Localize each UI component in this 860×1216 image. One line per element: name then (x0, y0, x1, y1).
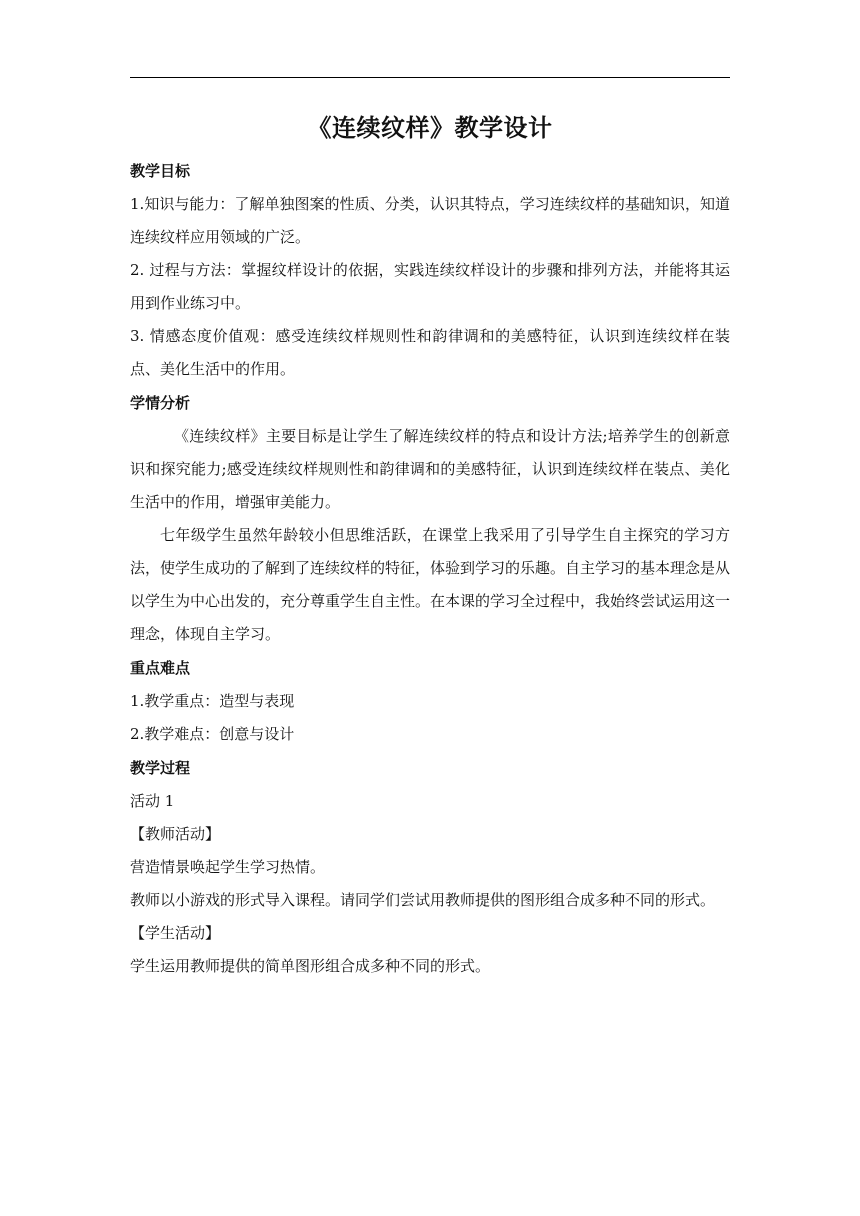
key-point-item: 2.教学难点：创意与设计 (130, 725, 295, 743)
analysis-paragraph: 《连续纹样》主要目标是让学生了解连续纹样的特点和设计方法;培养学生的创新意识和探究能力;感受连续纹样规则性和韵律调和的美感特征，认识到连续纹样在装点、美化生活中的作用，增强审美能力。 (130, 427, 730, 511)
section-process (130, 751, 730, 983)
goal-item: 2. 过程与方法：掌握纹样设计的依据，实践连续纹样设计的步骤和排列方法，并能将其运用到作业练习中。 (130, 261, 730, 312)
teacher-activity-label: 【教师活动】 (130, 825, 221, 843)
goal-item: 3. 情感态度价值观：感受连续纹样规则性和韵律调和的美感特征，认识到连续纹样在装点、美化生活中的作用。 (130, 327, 730, 378)
goal-item: 1.知识与能力：了解单独图案的性质、分类，认识其特点，学习连续纹样的基础知识，知道连续纹样应用领域的广泛。 (130, 195, 730, 246)
key-point-item: 1.教学重点：造型与表现 (130, 692, 295, 710)
teacher-activity-line: 营造情景唤起学生学习热情。 (130, 858, 326, 876)
student-activity-line: 学生运用教师提供的简单图形组合成多种不同的形式。 (130, 957, 491, 975)
header-rule (130, 77, 730, 78)
section-analysis (130, 386, 730, 651)
section-goals (130, 154, 730, 386)
section-heading: 学情分析 (130, 394, 191, 412)
section-key-points (130, 651, 730, 751)
section-heading: 教学过程 (130, 759, 191, 777)
student-activity-label: 【学生活动】 (130, 924, 221, 942)
document-title: 《连续纹样》教学设计 (307, 114, 553, 142)
section-heading: 重点难点 (130, 659, 191, 677)
analysis-paragraph: 七年级学生虽然年龄较小但思维活跃，在课堂上我采用了引导学生自主探究的学习方法，使学生成功的了解到了连续纹样的特征，体验到学习的乐趣。自主学习的基本理念是从以学生为中心出发的，充分尊重学生自主性。在本课的学习全过程中，我始终尝试运用这一理念，体现自主学习。 (130, 526, 731, 643)
activity-label: 活动 1 (130, 792, 175, 810)
document-body (130, 108, 730, 983)
section-heading: 教学目标 (130, 162, 191, 180)
teacher-activity-line: 教师以小游戏的形式导入课程。请同学们尝试用教师提供的图形组合成多种不同的形式。 (130, 891, 716, 909)
